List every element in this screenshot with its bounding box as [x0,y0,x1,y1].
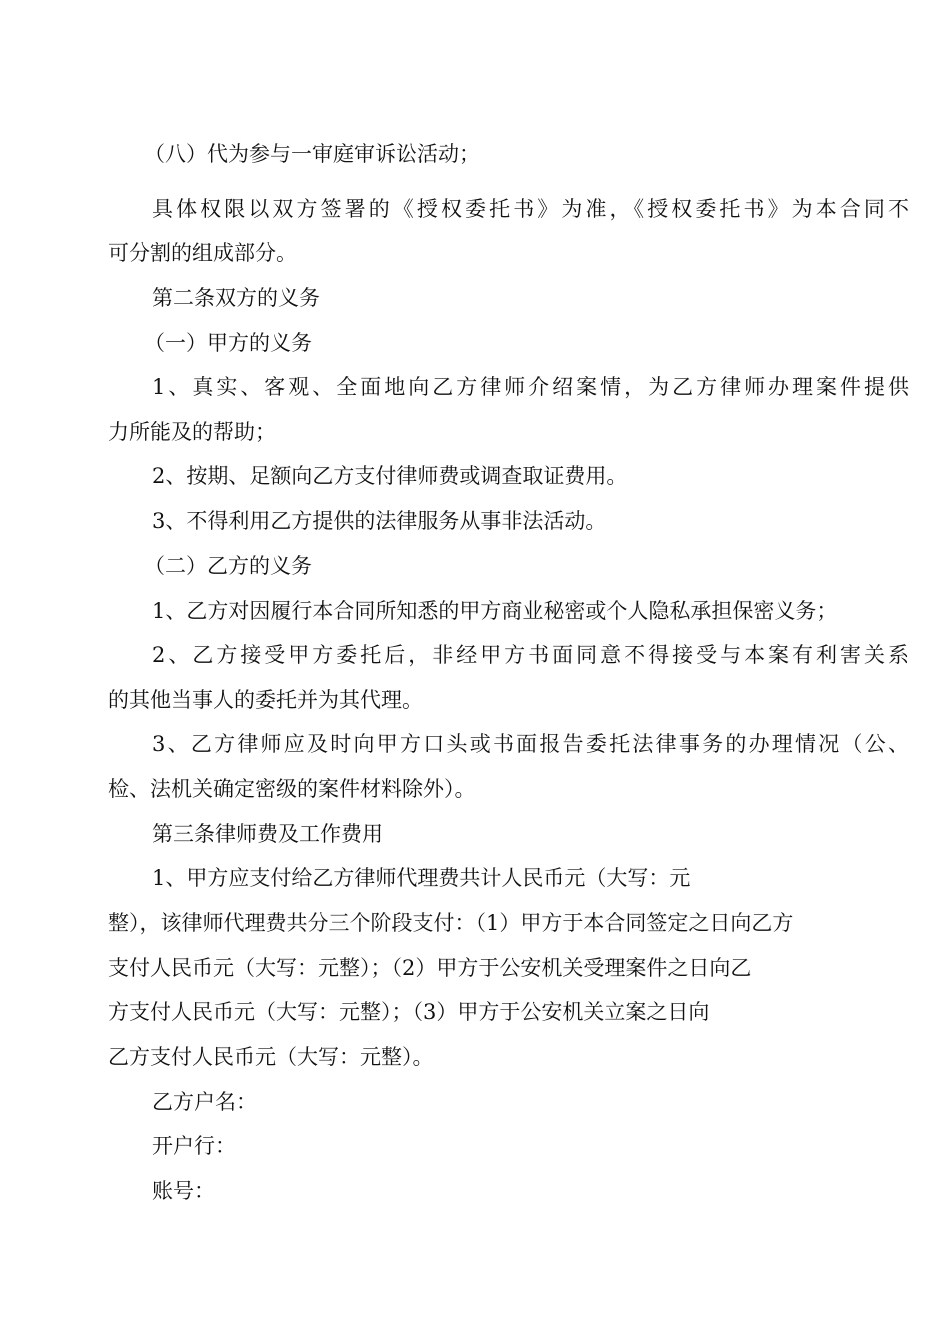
section-heading-article-2: 第二条双方的义务 [152,286,320,310]
party-b-duty-2-line-2: 的其他当事人的委托并为其代理。 [108,688,423,712]
paragraph-authority-line-1: 具体权限以双方签署的《授权委托书》为准，《授权委托书》为本合同不 [152,197,909,221]
fee-clause-line-2: 整），该律师代理费共分三个阶段支付：（1）甲方于本合同签定之日向乙方 [108,911,794,935]
account-number-label: 账号： [152,1179,215,1203]
party-a-duty-3: 3、不得利用乙方提供的法律服务从事非法活动。 [152,509,607,533]
party-a-duty-1-line-2: 力所能及的帮助； [108,420,276,444]
account-name-label: 乙方户名： [152,1090,257,1114]
fee-clause-line-4: 方支付人民币元（大写：元整）；（3）甲方于公安机关立案之日向 [108,1000,710,1024]
party-b-duty-3-line-1: 3、乙方律师应及时向甲方口头或书面报告委托法律事务的办理情况（公、 [152,732,909,756]
section-heading-article-3: 第三条律师费及工作费用 [152,822,383,846]
party-b-duty-3-line-2: 检、法机关确定密级的案件材料除外）。 [108,777,476,801]
party-a-duty-1-line-1: 1、真实、客观、全面地向乙方律师介绍案情，为乙方律师办理案件提供 [152,375,909,399]
fee-clause-line-3: 支付人民币元（大写：元整）；（2）甲方于公安机关受理案件之日向乙 [108,956,752,980]
party-a-duty-2: 2、按期、足额向乙方支付律师费或调查取证费用。 [152,464,628,488]
party-b-duty-2-line-1: 2、乙方接受甲方委托后，非经甲方书面同意不得接受与本案有利害关系 [152,643,909,667]
paragraph-authority-line-2: 可分割的组成部分。 [108,241,297,265]
subheading-party-b-duties: （二）乙方的义务 [144,554,312,578]
subheading-party-a-duties: （一）甲方的义务 [144,331,312,355]
fee-clause-line-1: 1、甲方应支付给乙方律师代理费共计人民币元（大写：元 [152,866,691,890]
bank-label: 开户行： [152,1134,236,1158]
list-item-8: （八）代为参与一审庭审诉讼活动； [144,142,480,166]
party-b-duty-1: 1、乙方对因履行本合同所知悉的甲方商业秘密或个人隐私承担保密义务； [152,599,838,623]
fee-clause-line-5: 乙方支付人民币元（大写：元整）。 [108,1045,434,1069]
